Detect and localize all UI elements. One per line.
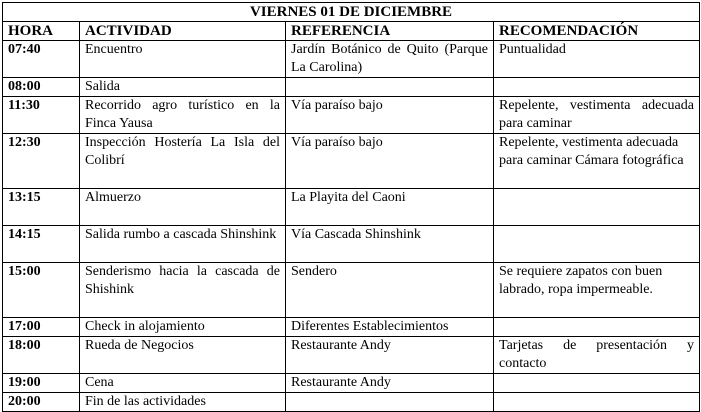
cell-actividad: Almuerzo xyxy=(80,189,286,226)
cell-hora: 18:00 xyxy=(3,337,80,374)
cell-actividad: Fin de las actividades xyxy=(80,393,286,412)
cell-referencia: Restaurante Andy xyxy=(286,374,494,393)
cell-recomendacion xyxy=(494,189,700,226)
cell-actividad: Check in alojamiento xyxy=(80,318,286,337)
cell-referencia: Jardín Botánico de Quito (Parque La Carolina) xyxy=(286,41,494,78)
cell-referencia: Vía paraíso bajo xyxy=(286,134,494,189)
cell-actividad: Rueda de Negocios xyxy=(80,337,286,374)
cell-hora: 08:00 xyxy=(3,78,80,97)
cell-recomendacion: Repelente, vestimenta adecuada para caminar Cámara fotográfica xyxy=(494,134,700,189)
cell-recomendacion xyxy=(494,393,700,412)
cell-hora: 07:40 xyxy=(3,41,80,78)
table-row xyxy=(3,189,700,226)
cell-recomendacion: Puntualidad xyxy=(494,41,700,78)
table-row xyxy=(3,318,700,337)
cell-recomendacion xyxy=(494,78,700,97)
cell-hora: 20:00 xyxy=(3,393,80,412)
cell-recomendacion xyxy=(494,226,700,263)
cell-actividad: Senderismo hacia la cascada de Shishink xyxy=(80,263,286,318)
header-referencia: REFERENCIA xyxy=(286,22,494,41)
cell-referencia: La Playita del Caoni xyxy=(286,189,494,226)
cell-actividad: Salida rumbo a cascada Shinshink xyxy=(80,226,286,263)
cell-hora: 14:15 xyxy=(3,226,80,263)
table-row xyxy=(3,393,700,412)
cell-recomendacion: Tarjetas de presentación y contacto xyxy=(494,337,700,374)
table-row xyxy=(3,374,700,393)
cell-actividad: Salida xyxy=(80,78,286,97)
title-row xyxy=(3,3,700,22)
header-actividad: ACTIVIDAD xyxy=(80,22,286,41)
cell-recomendacion xyxy=(494,374,700,393)
day-title: VIERNES 01 DE DICIEMBRE xyxy=(3,3,700,22)
cell-hora: 15:00 xyxy=(3,263,80,318)
table-row xyxy=(3,226,700,263)
cell-hora: 17:00 xyxy=(3,318,80,337)
cell-referencia: Sendero xyxy=(286,263,494,318)
cell-recomendacion: Se requiere zapatos con buen labrado, ropa impermeable. xyxy=(494,263,700,318)
cell-actividad: Encuentro xyxy=(80,41,286,78)
cell-recomendacion: Repelente, vestimenta adecuada para caminar xyxy=(494,97,700,134)
table-row xyxy=(3,134,700,189)
cell-referencia: Vía paraíso bajo xyxy=(286,97,494,134)
header-recomendacion: RECOMENDACIÓN xyxy=(494,22,700,41)
cell-actividad: Recorrido agro turístico en la Finca Yausa xyxy=(80,97,286,134)
cell-actividad: Inspección Hostería La Isla del Colibrí xyxy=(80,134,286,189)
cell-hora: 19:00 xyxy=(3,374,80,393)
header-hora: HORA xyxy=(3,22,80,41)
cell-actividad: Cena xyxy=(80,374,286,393)
cell-recomendacion xyxy=(494,318,700,337)
table-row xyxy=(3,41,700,78)
cell-referencia: Vía Cascada Shinshink xyxy=(286,226,494,263)
cell-referencia: Restaurante Andy xyxy=(286,337,494,374)
header-row xyxy=(3,22,700,41)
cell-hora: 13:15 xyxy=(3,189,80,226)
table-row xyxy=(3,78,700,97)
cell-referencia: Diferentes Establecimientos xyxy=(286,318,494,337)
cell-referencia xyxy=(286,393,494,412)
cell-hora: 12:30 xyxy=(3,134,80,189)
itinerary-table xyxy=(2,2,700,412)
table-row xyxy=(3,337,700,374)
cell-referencia xyxy=(286,78,494,97)
table-row xyxy=(3,97,700,134)
cell-hora: 11:30 xyxy=(3,97,80,134)
table-row xyxy=(3,263,700,318)
